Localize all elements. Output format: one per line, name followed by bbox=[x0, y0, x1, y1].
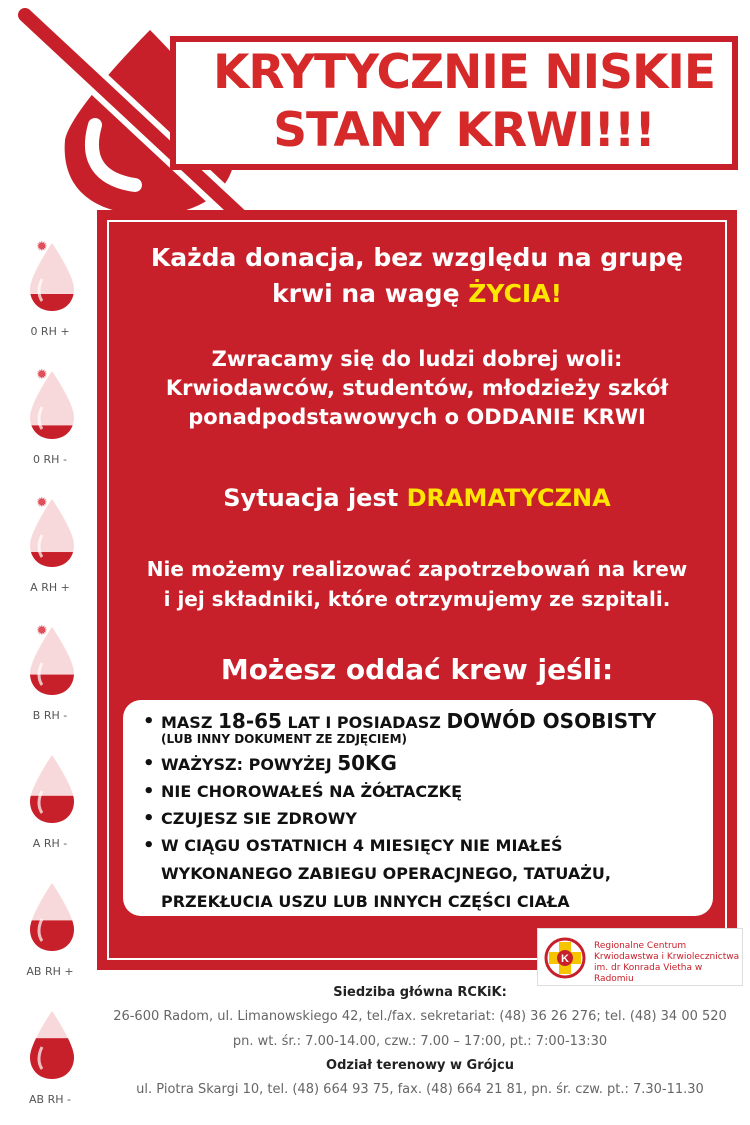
blood-group-label: B RH - bbox=[32, 709, 68, 722]
blood-drop-icon bbox=[20, 993, 80, 1089]
requirement-weight bbox=[143, 750, 697, 778]
blood-group-label: 0 RH - bbox=[33, 453, 67, 466]
dramatic-highlight: DRAMATYCZNA bbox=[406, 484, 611, 512]
appeal-headline-line2 bbox=[97, 276, 737, 312]
hq-address: 26-600 Radom, ul. Limanowskiego 42, tel./fax. sekretariat: (48) 36 26 276; tel. (48) 34 00 520 bbox=[113, 1009, 727, 1024]
eligibility-heading: Możesz oddać krew jeśli: bbox=[220, 653, 614, 686]
blood-drop-icon bbox=[20, 865, 80, 961]
blood-drop-icon bbox=[20, 225, 80, 321]
blood-drop-icon bbox=[20, 353, 80, 449]
blood-group-label: AB RH - bbox=[29, 1093, 71, 1106]
req-line: PRZEKŁUCIA USZU LUB INNYCH CZĘŚCI CIAŁA bbox=[161, 892, 570, 911]
blood-level-fill bbox=[20, 920, 80, 951]
requirement-healthy: • CZUJESZ SIE ZDROWY bbox=[143, 805, 697, 832]
appeal-call-line2: Krwiodawców, studentów, młodzieży szkół bbox=[165, 376, 669, 400]
alert-star-icon: ✹ bbox=[36, 623, 48, 639]
page-title bbox=[190, 44, 738, 160]
blood-level-fill bbox=[20, 425, 80, 439]
blood-group-indicator bbox=[0, 865, 100, 995]
blood-group-label: AB RH + bbox=[26, 965, 74, 978]
appeal-call-line1: Zwracamy się do ludzi dobrej woli: bbox=[211, 347, 623, 371]
rckik-line: im. dr Konrada Vietha w Radomiu bbox=[594, 963, 703, 984]
requirements-list bbox=[123, 700, 713, 916]
requirement-age-id bbox=[143, 708, 697, 736]
rckik-line: Regionalne Centrum bbox=[594, 941, 687, 951]
blood-level-fill bbox=[20, 294, 80, 311]
weight-value: 50KG bbox=[337, 751, 397, 775]
blood-drop-icon bbox=[20, 737, 80, 833]
appeal-call bbox=[97, 345, 737, 432]
rckik-badge bbox=[537, 928, 743, 986]
blood-group-label: 0 RH + bbox=[30, 325, 70, 338]
blood-group-label: A RH + bbox=[30, 581, 70, 594]
situation-text: Sytuacja jest bbox=[223, 484, 407, 512]
rckik-name bbox=[594, 941, 744, 985]
hq-hours: pn. wt. śr.: 7.00-14.00, czw.: 7.00 – 17:00, pt.: 7:00-13:30 bbox=[232, 1034, 608, 1049]
blood-group-indicator bbox=[0, 993, 100, 1123]
life-highlight: ŻYCIA! bbox=[468, 279, 562, 308]
demand-line1: Nie możemy realizować zapotrzebowań na krew bbox=[146, 557, 688, 581]
title-line-1: KRYTYCZNIE NISKIE bbox=[212, 45, 716, 100]
appeal-headline-text: krwi na wagę bbox=[272, 279, 469, 308]
situation-statement bbox=[97, 482, 737, 514]
rckik-logo-icon bbox=[544, 937, 586, 979]
blood-group-indicator bbox=[0, 737, 100, 867]
blood-level-fill bbox=[20, 552, 80, 567]
title-line-2: STANY KRWI!!! bbox=[273, 103, 655, 158]
req-line: WYKONANEGO ZABIEGU OPERACJNEGO, TATUAŻU, bbox=[161, 864, 611, 883]
alert-star-icon: ✹ bbox=[36, 367, 48, 383]
blood-group-indicator bbox=[0, 481, 100, 611]
req-text: MASZ bbox=[161, 713, 218, 732]
blood-level-fill bbox=[20, 1038, 80, 1079]
blood-group-indicator bbox=[0, 609, 100, 739]
alert-star-icon: ✹ bbox=[36, 239, 48, 255]
appeal-headline-line1: Każda donacja, bez względu na grupę bbox=[150, 243, 684, 272]
hq-title: Siedziba główna RCKiK: bbox=[333, 985, 507, 1000]
requirement-jaundice: • NIE CHOROWAŁEŚ NA ŻÓŁTACZKĘ bbox=[143, 778, 697, 805]
blood-group-label: A RH - bbox=[32, 837, 68, 850]
demand-line2: i jej składniki, które otrzymujemy ze szpitali. bbox=[163, 587, 671, 611]
req-line: • W CIĄGU OSTATNICH 4 MIESIĘCY NIE MIAŁEŚ bbox=[161, 836, 563, 855]
blood-level-fill bbox=[20, 675, 80, 695]
req-text: LAT I POSIADASZ bbox=[281, 713, 447, 732]
demand-statement bbox=[97, 554, 737, 614]
branch-title: Odział terenowy w Grójcu bbox=[326, 1058, 514, 1073]
branch-info: ul. Piotra Skargi 10, tel. (48) 664 93 75, fax. (48) 664 21 81, pn. śr. czw. pt.: 7.30-11.30 bbox=[136, 1082, 704, 1097]
appeal-headline bbox=[97, 240, 737, 312]
blood-group-indicator bbox=[0, 225, 100, 355]
requirement-procedures bbox=[143, 832, 697, 916]
blood-group-indicator bbox=[0, 353, 100, 483]
age-range: 18-65 bbox=[218, 709, 282, 733]
blood-drop-icon bbox=[20, 481, 80, 577]
alert-star-icon: ✹ bbox=[36, 495, 48, 511]
req-text: WAŻYSZ: POWYŻEJ bbox=[161, 755, 338, 774]
appeal-call-line3: ponadpodstawowych o ODDANIE KRWI bbox=[188, 405, 646, 429]
rckik-logo-letter: K bbox=[561, 953, 569, 965]
id-document: DOWÓD OSOBISTY bbox=[446, 709, 657, 733]
blood-drop-icon bbox=[20, 609, 80, 705]
blood-level-fill bbox=[20, 796, 80, 823]
requirement-id-note: (LUB INNY DOKUMENT ZE ZDJĘCIEM) bbox=[161, 732, 408, 746]
rckik-line: Krwiodawstwa i Krwiolecznictwa bbox=[594, 952, 740, 962]
